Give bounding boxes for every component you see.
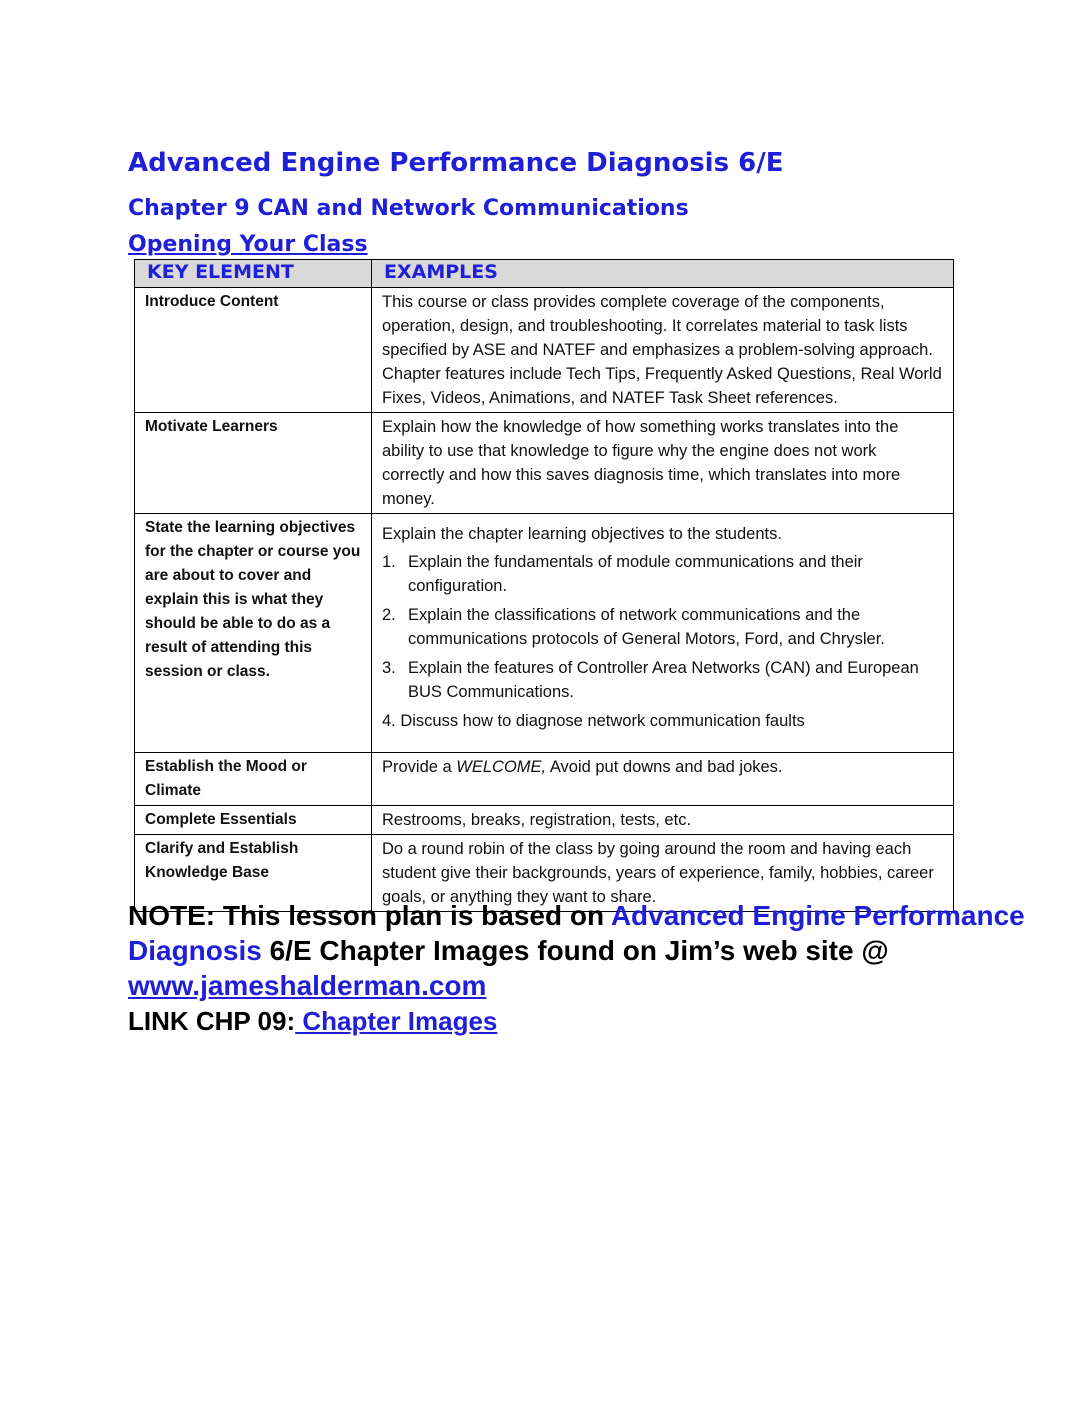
key-element-cell: Complete Essentials bbox=[135, 805, 372, 834]
key-element-cell: State the learning objectives for the chapter or course you are about to cover and explain this is what they should be able to do as a result of attending this session or class. bbox=[135, 514, 372, 753]
table-row bbox=[135, 514, 954, 753]
lesson-plan-table bbox=[134, 259, 954, 912]
objective-4: 4. Discuss how to diagnose network communication faults bbox=[382, 712, 805, 730]
list-number: 2. bbox=[382, 606, 396, 624]
welcome-post: Avoid put downs and bad jokes. bbox=[546, 757, 783, 776]
note-book-title: Advanced Engine Performance Diagnosis bbox=[128, 900, 1025, 966]
welcome-pre: Provide a bbox=[382, 757, 457, 776]
table-row bbox=[135, 752, 954, 805]
list-number: 1. bbox=[382, 553, 396, 571]
list-text: Explain the classifications of network communications and the communications protocols of General Motors, Ford, and Chrysler. bbox=[408, 606, 885, 648]
key-element-cell: Motivate Learners bbox=[135, 413, 372, 514]
objectives-list bbox=[382, 550, 943, 704]
key-element-header: KEY ELEMENT bbox=[135, 260, 372, 288]
list-text: Explain the features of Controller Area Networks (CAN) and European BUS Communications. bbox=[408, 659, 919, 701]
table-row bbox=[135, 288, 954, 413]
key-element-cell: Introduce Content bbox=[135, 288, 372, 413]
document-title: Advanced Engine Performance Diagnosis 6/E bbox=[128, 148, 784, 178]
example-cell: This course or class provides complete coverage of the components, operation, design, and troubleshooting. It correlates material to task lists specified by ASE and NATEF and emphasizes a problem-solving approach. Chapter features include Tech Tips, Frequently Asked Questions, Real World Fixes, Videos, Animations, and NATEF Task Sheet references. bbox=[372, 288, 954, 413]
example-cell: Explain how the knowledge of how something works translates into the ability to use that knowledge to figure why the engine does not work correctly and how this saves diagnosis time, which translates into more money. bbox=[372, 413, 954, 514]
examples-header: EXAMPLES bbox=[372, 260, 954, 288]
chapter-link-line bbox=[128, 1006, 497, 1037]
welcome-emphasis: WELCOME, bbox=[456, 757, 547, 776]
example-cell: Restrooms, breaks, registration, tests, etc. bbox=[372, 805, 954, 834]
table-header-row bbox=[135, 260, 954, 288]
list-item bbox=[382, 550, 943, 598]
key-element-cell: Clarify and Establish Knowledge Base bbox=[135, 834, 372, 911]
list-number: 3. bbox=[382, 659, 396, 677]
note-prefix: NOTE: This lesson plan is based on bbox=[128, 900, 611, 931]
key-element-cell: Establish the Mood or Climate bbox=[135, 752, 372, 805]
table-row bbox=[135, 805, 954, 834]
section-title-link[interactable]: Opening Your Class bbox=[128, 232, 368, 257]
example-cell bbox=[372, 752, 954, 805]
list-item bbox=[382, 656, 943, 704]
note-middle: 6/E Chapter Images found on Jim’s web site @ bbox=[261, 935, 889, 966]
list-item bbox=[382, 603, 943, 651]
website-link[interactable]: www.jameshalderman.com bbox=[128, 970, 487, 1001]
list-text: Explain the fundamentals of module communications and their configuration. bbox=[408, 553, 863, 595]
chapter-images-link[interactable]: Chapter Images bbox=[295, 1006, 498, 1036]
table-row bbox=[135, 413, 954, 514]
example-cell: Do a round robin of the class by going around the room and having each student give their backgrounds, years of experience, family, hobbies, career goals, or anything they want to share. bbox=[372, 834, 954, 911]
lesson-note bbox=[128, 898, 1028, 1003]
objectives-intro: Explain the chapter learning objectives to the students. bbox=[382, 525, 782, 543]
chapter-title: Chapter 9 CAN and Network Communications bbox=[128, 196, 689, 221]
example-cell bbox=[372, 514, 954, 753]
link-label: LINK CHP 09: bbox=[128, 1006, 296, 1036]
